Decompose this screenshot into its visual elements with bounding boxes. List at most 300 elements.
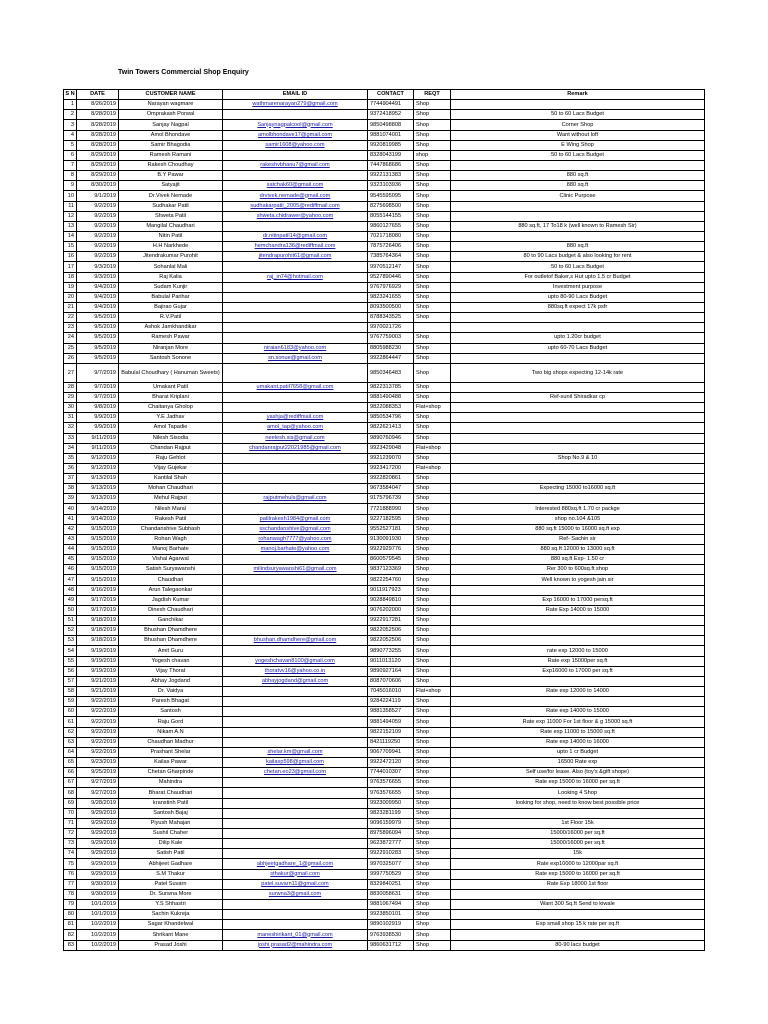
cell-contact: 9860631712 [368, 940, 414, 950]
email-link[interactable]: milindsuryawanshi61@gmail.com [253, 566, 337, 573]
email-link[interactable]: hemchandra136@rediffmail.com [254, 243, 336, 250]
cell-reqt: Shop [414, 889, 451, 899]
cell-remark: Ref-sunil Shiradkar cp [451, 392, 705, 402]
cell-email [223, 778, 368, 788]
cell-date: 9/22/2019 [77, 737, 119, 747]
cell-reqt: Shop [414, 899, 451, 909]
cell-contact: 9323103936 [368, 181, 414, 191]
email-link[interactable]: surwna3@gmail.com [268, 890, 322, 897]
cell-contact: 9175796739 [368, 494, 414, 504]
cell-contact: 9970021726 [368, 323, 414, 333]
cell-reqt: Shop [414, 666, 451, 676]
table-row [64, 181, 705, 191]
cell-customer-name: Kantilal Shah [119, 474, 223, 484]
cell-email [223, 433, 368, 443]
cell-reqt: Shop [414, 758, 451, 768]
cell-date: 10/2/2019 [77, 940, 119, 950]
table-row [64, 323, 705, 333]
table-row [64, 211, 705, 221]
email-link[interactable]: yashja@rediffmail.com [266, 414, 324, 421]
cell-reqt: Shop [414, 160, 451, 170]
cell-email [223, 211, 368, 221]
cell-remark [451, 697, 705, 707]
cell-contact: 7447868686 [368, 160, 414, 170]
cell-remark: 80-90 lacs budget [451, 940, 705, 950]
table-row [64, 140, 705, 150]
cell-customer-name: Jagdish Kumar [119, 595, 223, 605]
cell-date: 9/29/2019 [77, 808, 119, 818]
cell-email [223, 363, 368, 382]
table-row [64, 869, 705, 879]
cell-reqt: Shop [414, 707, 451, 717]
cell-customer-name: Piyush Mahajan [119, 818, 223, 828]
cell-customer-name: Babulal Parihar [119, 292, 223, 302]
cell-date: 9/29/2019 [77, 869, 119, 879]
cell-remark: 15k [451, 849, 705, 859]
email-link[interactable]: amolbhondave17@gmail.com [257, 131, 333, 138]
table-row [64, 392, 705, 402]
cell-reqt: Shop [414, 859, 451, 869]
cell-sn: 31 [64, 413, 77, 423]
cell-contact: 9284224119 [368, 697, 414, 707]
cell-date: 9/14/2019 [77, 504, 119, 514]
cell-reqt: Shop [414, 869, 451, 879]
table-row [64, 160, 705, 170]
email-link[interactable]: rajputmehuls@gmail.com [263, 495, 327, 502]
cell-date: 9/8/2019 [77, 403, 119, 413]
table-row [64, 636, 705, 646]
cell-date: 9/15/2019 [77, 555, 119, 565]
email-link[interactable]: rakeshvbhanu7@gmail.com [260, 162, 330, 169]
cell-sn: 69 [64, 798, 77, 808]
cell-contact: 9922131383 [368, 171, 414, 181]
cell-date: 9/17/2019 [77, 605, 119, 615]
cell-email [223, 707, 368, 717]
cell-remark: Rate Exp 14000 to 15000 [451, 605, 705, 615]
header-contact: CONTACT [368, 90, 414, 100]
cell-reqt: Shop [414, 211, 451, 221]
cell-date: 8/30/2019 [77, 181, 119, 191]
cell-date: 9/27/2019 [77, 788, 119, 798]
cell-remark: 15000/16000 per sq.ft [451, 839, 705, 849]
cell-customer-name: Chaitanya Gholop [119, 403, 223, 413]
email-link[interactable]: wathmarenarayan279@gmail.com [252, 101, 338, 108]
table-row [64, 646, 705, 656]
cell-reqt: Shop [414, 171, 451, 181]
cell-email [223, 616, 368, 626]
cell-remark [451, 930, 705, 940]
cell-customer-name: Nikam A.N [119, 727, 223, 737]
cell-reqt: Shop [414, 413, 451, 423]
cell-reqt: Shop [414, 616, 451, 626]
email-link[interactable]: shweta.chidrawer@yahoo.com [256, 212, 334, 219]
email-link[interactable]: umakant.patil7658@gmail.com [256, 383, 334, 390]
email-link[interactable]: yogeshchavan8100@gmail.com [255, 657, 335, 664]
table-row [64, 514, 705, 524]
cell-remark: Well known to yogesh jain sir [451, 575, 705, 585]
cell-contact: 8329840251 [368, 879, 414, 889]
cell-date: 9/14/2019 [77, 514, 119, 524]
cell-customer-name: Mahindra [119, 778, 223, 788]
table-row [64, 534, 705, 544]
cell-date: 9/9/2019 [77, 423, 119, 433]
email-link[interactable]: dr.nitinpatil14@gmail.com [262, 233, 328, 240]
cell-customer-name: Paresh Bhagat [119, 697, 223, 707]
cell-remark: 880 sq.ft [451, 171, 705, 181]
cell-reqt: Shop [414, 282, 451, 292]
cell-reqt: Shop [414, 818, 451, 828]
cell-customer-name: Y.S Shhastri [119, 899, 223, 909]
cell-sn: 16 [64, 252, 77, 262]
cell-remark [451, 231, 705, 241]
cell-sn: 2 [64, 110, 77, 120]
cell-date: 9/12/2019 [77, 453, 119, 463]
cell-date: 9/2/2019 [77, 252, 119, 262]
cell-email [223, 697, 368, 707]
table-row [64, 100, 705, 110]
cell-sn: 46 [64, 565, 77, 575]
cell-sn: 80 [64, 910, 77, 920]
cell-remark: 15000/16000 per sq.ft [451, 828, 705, 838]
cell-contact: 9923009950 [368, 798, 414, 808]
table-row [64, 565, 705, 575]
cell-sn: 54 [64, 646, 77, 656]
email-link[interactable]: maneshirikant_01@gmail.com [257, 931, 333, 938]
table-row [64, 463, 705, 473]
email-link[interactable]: abhjeetgadhare_1@gmail.com [256, 860, 334, 867]
cell-contact: 9822152109 [368, 727, 414, 737]
table-row [64, 242, 705, 252]
cell-contact: 9922910283 [368, 849, 414, 859]
cell-email [223, 717, 368, 727]
cell-sn: 36 [64, 463, 77, 473]
cell-remark: 1st Floor 15k [451, 818, 705, 828]
email-link[interactable]: manoj.barhate@yahoo.com [260, 546, 330, 553]
email-link[interactable]: drvivek.nemade@gmail.com [259, 192, 331, 199]
cell-email [223, 171, 368, 181]
cell-contact: 8600579545 [368, 555, 414, 565]
cell-remark [451, 676, 705, 686]
cell-date: 9/23/2019 [77, 758, 119, 768]
cell-date: 9/9/2019 [77, 413, 119, 423]
cell-sn: 1 [64, 100, 77, 110]
cell-remark [451, 443, 705, 453]
cell-reqt: Shop [414, 676, 451, 686]
cell-reqt: Shop [414, 130, 451, 140]
cell-reqt: Shop [414, 524, 451, 534]
table-row [64, 818, 705, 828]
cell-sn: 65 [64, 758, 77, 768]
cell-remark [451, 160, 705, 170]
table-row [64, 171, 705, 181]
cell-customer-name: Sachin Kukreja [119, 910, 223, 920]
cell-email [223, 140, 368, 150]
table-row [64, 231, 705, 241]
cell-remark: looking for shop, need to know best possible price [451, 798, 705, 808]
cell-customer-name: Omprakash Porwal [119, 110, 223, 120]
cell-date: 9/17/2019 [77, 595, 119, 605]
cell-contact: 9763576655 [368, 778, 414, 788]
cell-sn: 8 [64, 171, 77, 181]
cell-reqt: Shop [414, 231, 451, 241]
email-link[interactable]: raj_in74@hotmail.com [267, 273, 323, 280]
cell-contact: 9227182595 [368, 514, 414, 524]
cell-contact: 9527890446 [368, 272, 414, 282]
email-link[interactable]: niraian6183@yahoo.com [263, 344, 327, 351]
cell-email [223, 382, 368, 392]
table-row [64, 828, 705, 838]
cell-email [223, 272, 368, 282]
cell-contact: 9881490488 [368, 392, 414, 402]
cell-customer-name: Bharat Chaudhari [119, 788, 223, 798]
cell-email [223, 555, 368, 565]
cell-date: 9/29/2019 [77, 859, 119, 869]
cell-reqt: Shop [414, 181, 451, 191]
cell-remark: Rate exp 14000 to 16000 [451, 737, 705, 747]
cell-customer-name: Sudhakar Patil [119, 201, 223, 211]
cell-sn: 61 [64, 717, 77, 727]
cell-remark [451, 636, 705, 646]
cell-contact: 9881074001 [368, 130, 414, 140]
cell-email [223, 252, 368, 262]
cell-contact: 9850534796 [368, 413, 414, 423]
table-row [64, 282, 705, 292]
email-link[interactable]: chandanrajput22021985@gmail.com [249, 444, 341, 451]
sheet-title: Twin Towers Commercial Shop Enquiry [118, 69, 249, 76]
table-row [64, 859, 705, 869]
email-link[interactable]: samir1608@yahoo.com [265, 141, 325, 148]
cell-email [223, 453, 368, 463]
table-row [64, 585, 705, 595]
email-link[interactable]: abhayjogdand@gmail.com [261, 677, 329, 684]
cell-reqt: Shop [414, 474, 451, 484]
table-row [64, 110, 705, 120]
cell-email [223, 463, 368, 473]
cell-remark: Rate exp 14000 to 15000 [451, 707, 705, 717]
cell-contact: 9767976929 [368, 282, 414, 292]
table-row [64, 353, 705, 363]
cell-remark: Rate exp10000 to 12000par sq.ft [451, 859, 705, 869]
cell-sn: 48 [64, 585, 77, 595]
email-link[interactable]: patilrakesh1984@gmail.com [259, 515, 331, 522]
cell-sn: 7 [64, 160, 77, 170]
cell-reqt: Shop [414, 585, 451, 595]
cell-remark: Rate exp 15000 to 16000 per sq.ft [451, 869, 705, 879]
cell-sn: 11 [64, 201, 77, 211]
cell-customer-name: Ganchikar [119, 616, 223, 626]
cell-reqt: Shop [414, 849, 451, 859]
cell-contact: 9552527181 [368, 524, 414, 534]
cell-reqt: Shop [414, 879, 451, 889]
email-link[interactable]: thoratvv16@yahoo.co.in [264, 667, 326, 674]
cell-remark [451, 323, 705, 333]
cell-remark [451, 910, 705, 920]
cell-customer-name: Bajirao Gujar [119, 302, 223, 312]
table-row [64, 707, 705, 717]
cell-contact: 7045016010 [368, 687, 414, 697]
cell-contact: 9923429048 [368, 443, 414, 453]
cell-date: 9/13/2019 [77, 484, 119, 494]
cell-reqt: Shop [414, 737, 451, 747]
cell-customer-name: Amol Bhondave [119, 130, 223, 140]
table-row [64, 920, 705, 930]
cell-contact: 9545595095 [368, 191, 414, 201]
email-link[interactable]: jitendrapurohit61@gmail.com [258, 253, 332, 260]
cell-contact: 7721888990 [368, 504, 414, 514]
cell-contact: 9822254760 [368, 575, 414, 585]
email-link[interactable]: satchak60@gmail.com [266, 182, 324, 189]
cell-email [223, 191, 368, 201]
email-link[interactable]: chetan.eo23@gmail.com [264, 769, 326, 776]
cell-contact: 9130091930 [368, 534, 414, 544]
cell-date: 10/2/2019 [77, 930, 119, 940]
cell-email [223, 839, 368, 849]
cell-reqt: Shop [414, 575, 451, 585]
table-row [64, 262, 705, 272]
cell-reqt: Shop [414, 453, 451, 463]
cell-date: 9/30/2019 [77, 889, 119, 899]
email-link[interactable]: kailasp598@gmail.com [266, 759, 324, 766]
table-row [64, 879, 705, 889]
cell-customer-name: Raju Gord [119, 717, 223, 727]
cell-remark: 16500 Rate exp [451, 758, 705, 768]
cell-date: 9/15/2019 [77, 534, 119, 544]
cell-contact: 9673584047 [368, 484, 414, 494]
header-sn: S N [64, 90, 77, 100]
cell-reqt: Shop [414, 252, 451, 262]
cell-contact: 9881067494 [368, 899, 414, 909]
cell-date: 9/4/2019 [77, 292, 119, 302]
email-link[interactable]: sthakur@gmail.com [270, 870, 320, 877]
table-row [64, 758, 705, 768]
email-link[interactable]: Sanjaynagpalcool@gmail.com [257, 121, 333, 128]
cell-sn: 49 [64, 595, 77, 605]
cell-email [223, 494, 368, 504]
cell-customer-name: Sushil Chaher [119, 828, 223, 838]
cell-customer-name: Kailas Pawar [119, 758, 223, 768]
cell-email [223, 869, 368, 879]
cell-reqt: Shop [414, 333, 451, 343]
cell-date: 10/1/2019 [77, 899, 119, 909]
cell-date: 9/21/2019 [77, 676, 119, 686]
cell-remark: Rate exp 11000 to 15000 sq.ft [451, 727, 705, 737]
email-link[interactable]: neelesh.sis@gmail.com [265, 434, 325, 441]
cell-customer-name: Satish Patil [119, 849, 223, 859]
cell-sn: 32 [64, 423, 77, 433]
email-link[interactable]: shelar.km@gmail.com [267, 748, 323, 755]
cell-email [223, 474, 368, 484]
cell-reqt: Shop [414, 110, 451, 120]
cell-remark: Rate exp 12000 to 14000 [451, 687, 705, 697]
cell-contact: 9881358527 [368, 707, 414, 717]
cell-customer-name: Satyajit [119, 181, 223, 191]
cell-reqt: Shop [414, 262, 451, 272]
cell-customer-name: Bhushan Dhamdhere [119, 636, 223, 646]
cell-remark: upto 80-90 Lacs Budget [451, 292, 705, 302]
cell-reqt: Shop [414, 494, 451, 504]
cell-remark: shop no.104 &105 [451, 514, 705, 524]
cell-remark: Rate exp 15000 to 16000 per sq.ft [451, 778, 705, 788]
cell-customer-name: B.Y Pawar [119, 171, 223, 181]
table-row [64, 453, 705, 463]
cell-email [223, 181, 368, 191]
cell-customer-name: Satish Suryawanshi [119, 565, 223, 575]
cell-contact: 7875726406 [368, 242, 414, 252]
cell-contact: 9822052506 [368, 626, 414, 636]
cell-date: 9/4/2019 [77, 302, 119, 312]
cell-reqt: Shop [414, 484, 451, 494]
cell-sn: 40 [64, 504, 77, 514]
cell-date: 8/29/2019 [77, 160, 119, 170]
cell-reqt: Shop [414, 423, 451, 433]
cell-customer-name: Nilesh Sisodia [119, 433, 223, 443]
cell-customer-name: Nitin Patil [119, 231, 223, 241]
email-link[interactable]: amol_tap@yahoo.com [266, 424, 324, 431]
cell-reqt: Shop [414, 382, 451, 392]
email-link[interactable]: sudhakarpatil_2005@rediffmail.com [250, 202, 340, 209]
cell-customer-name: Arun Talegaonkar [119, 585, 223, 595]
cell-email [223, 595, 368, 605]
email-link[interactable]: joshi.prasad2@mahindra.com [257, 941, 333, 948]
table-row [64, 524, 705, 534]
email-link[interactable]: sschandanshive@gmail.com [259, 525, 331, 532]
table-row [64, 889, 705, 899]
cell-sn: 27 [64, 363, 77, 382]
cell-email [223, 242, 368, 252]
table-row [64, 403, 705, 413]
cell-reqt: Shop [414, 717, 451, 727]
cell-date: 9/13/2019 [77, 474, 119, 484]
cell-reqt: Flat+shop [414, 403, 451, 413]
cell-remark: Shop No.9 & 10 [451, 453, 705, 463]
cell-reqt: Shop [414, 221, 451, 231]
cell-sn: 28 [64, 382, 77, 392]
cell-email [223, 323, 368, 333]
cell-reqt: Shop [414, 534, 451, 544]
enquiry-table [63, 89, 705, 951]
cell-reqt: Shop [414, 433, 451, 443]
cell-contact: 9890760946 [368, 433, 414, 443]
cell-customer-name: Dr.Vivek Nemade [119, 191, 223, 201]
cell-reqt: Shop [414, 636, 451, 646]
cell-date: 9/2/2019 [77, 201, 119, 211]
cell-remark: upto 1 cr Budget [451, 747, 705, 757]
cell-remark: 880 sq.ft, 17 To18 k (well known to Ramesh Sir) [451, 221, 705, 231]
cell-contact: 7744904491 [368, 100, 414, 110]
cell-email [223, 160, 368, 170]
cell-contact: 9970325077 [368, 859, 414, 869]
email-link[interactable]: bhushan.dhamdhere@gmail.com [253, 637, 337, 644]
cell-customer-name: Patel Suvarn [119, 879, 223, 889]
cell-customer-name: Ramesh Pawar [119, 333, 223, 343]
cell-customer-name: Abhijeet Gadhare [119, 859, 223, 869]
cell-customer-name: Mehul Rajput [119, 494, 223, 504]
table-row [64, 717, 705, 727]
email-link[interactable]: sn.sonue@gmail.com [268, 354, 322, 361]
header-email-id: EMAIL ID [223, 90, 368, 100]
cell-customer-name: Nilesh Maral [119, 504, 223, 514]
cell-sn: 9 [64, 181, 77, 191]
email-link[interactable]: rohanwagh7777@yahoo.com [258, 536, 332, 543]
cell-customer-name: Chetan Gharpinde [119, 768, 223, 778]
cell-remark: Clinic Purpose [451, 191, 705, 201]
email-link[interactable]: patel.suvarn11@gmail.com [261, 880, 329, 887]
cell-email [223, 666, 368, 676]
cell-reqt: Flat+shop [414, 463, 451, 473]
cell-remark: rate exp 12000 to 15000 [451, 646, 705, 656]
cell-email [223, 262, 368, 272]
cell-email [223, 636, 368, 646]
